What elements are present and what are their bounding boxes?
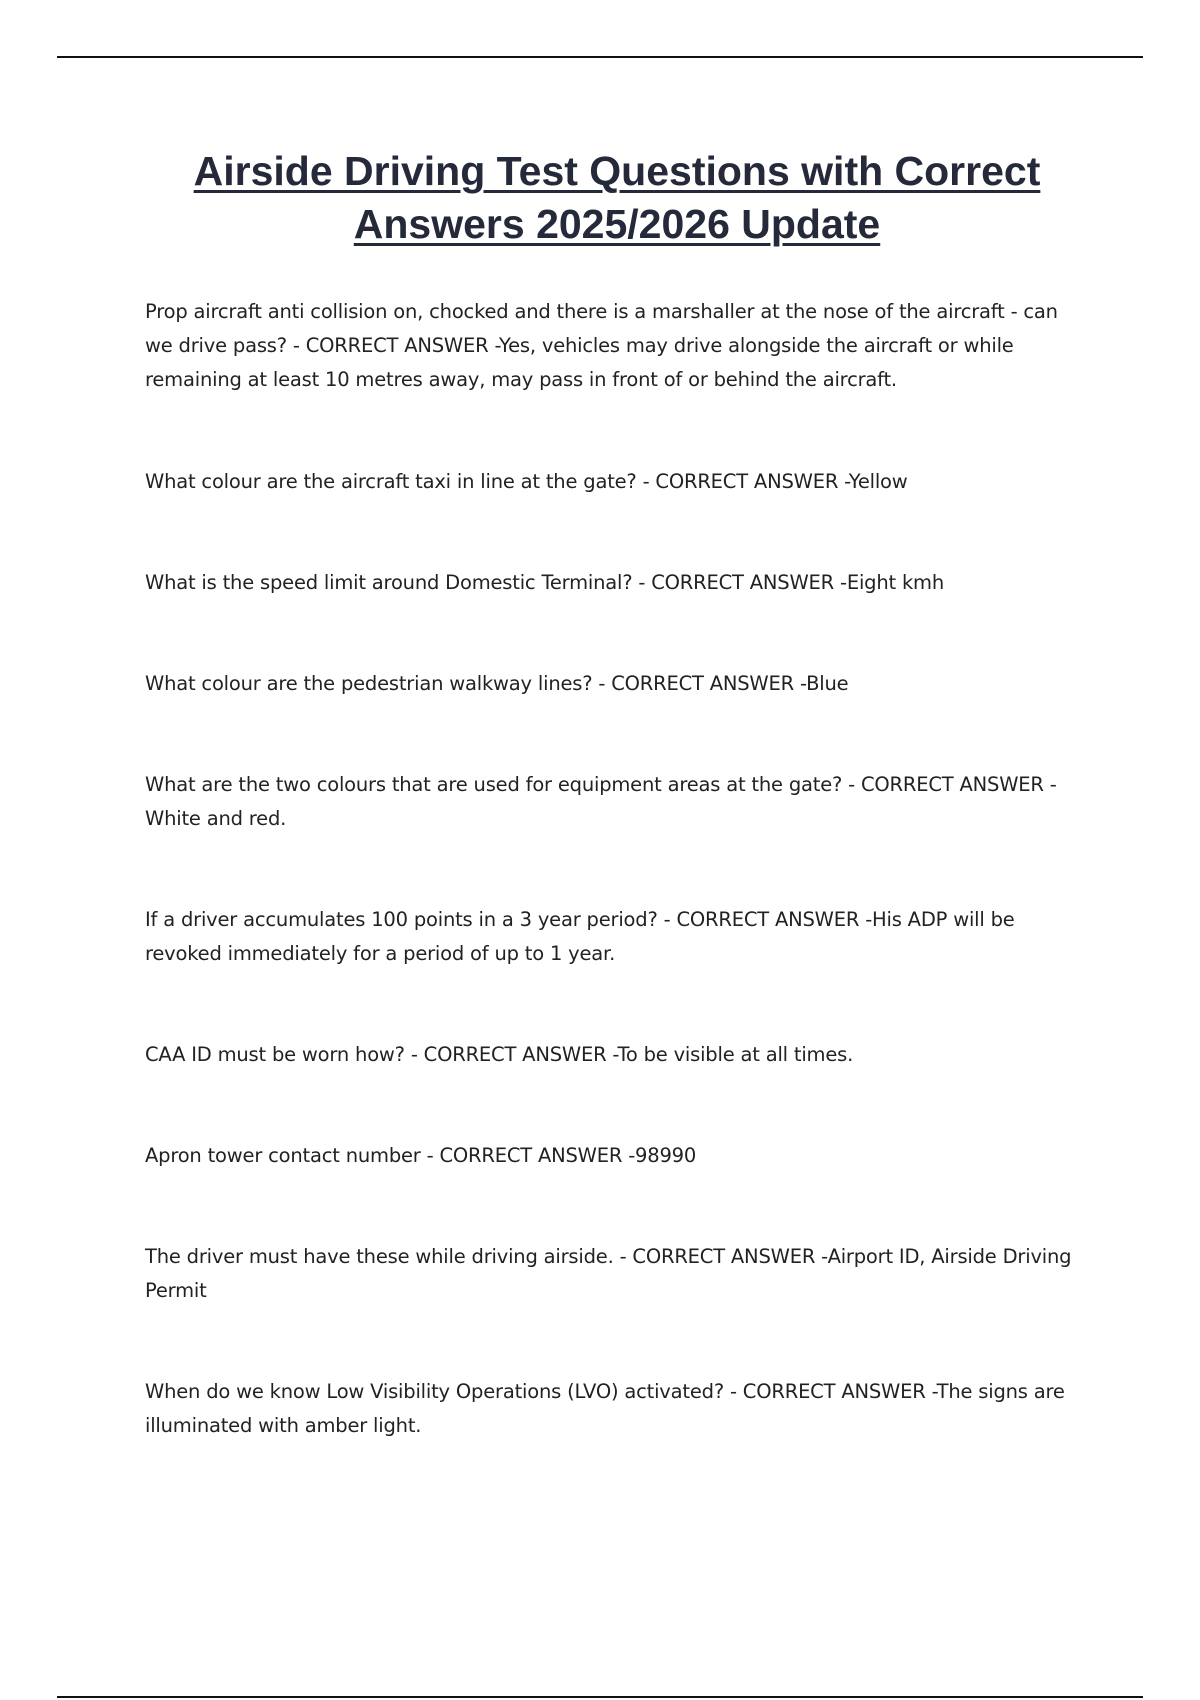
top-divider — [57, 56, 1143, 58]
qa-item-6: If a driver accumulates 100 points in a 3 year period? - CORRECT ANSWER -His ADP will be revoked immediately for a period of up to 1 year. — [145, 908, 1015, 965]
qa-item-9: The driver must have these while driving airside. - CORRECT ANSWER -Airport ID, Airside Driving Permit — [145, 1245, 1072, 1302]
qa-item-5: What are the two colours that are used for equipment areas at the gate? - CORRECT ANSWER - White and red. — [145, 773, 1057, 830]
qa-item-7: CAA ID must be worn how? - CORRECT ANSWER -To be visible at all times. — [145, 1043, 854, 1066]
qa-item-8: Apron tower contact number - CORRECT ANSWER -98990 — [145, 1144, 697, 1167]
document-title: Airside Driving Test Questions with Correct Answers 2025/2026 Update — [193, 148, 1041, 247]
qa-item-1: Prop aircraft anti collision on, chocked and there is a marshaller at the nose of the aircraft - can we drive pass? - CORRECT ANSWER -Yes, vehicles may drive alongside the aircraft or while remaining at least 10 metres away, may pass in front of or behind the aircraft. — [145, 300, 1058, 391]
qa-item-4: What colour are the pedestrian walkway lines? - CORRECT ANSWER -Blue — [145, 672, 849, 695]
qa-item-10: When do we know Low Visibility Operations (LVO) activated? - CORRECT ANSWER -The signs are illuminated with amber light. — [145, 1380, 1065, 1437]
bottom-divider — [57, 1696, 1143, 1698]
qa-item-2: What colour are the aircraft taxi in line at the gate? - CORRECT ANSWER -Yellow — [145, 470, 908, 493]
qa-item-3: What is the speed limit around Domestic Terminal? - CORRECT ANSWER -Eight kmh — [145, 571, 945, 594]
